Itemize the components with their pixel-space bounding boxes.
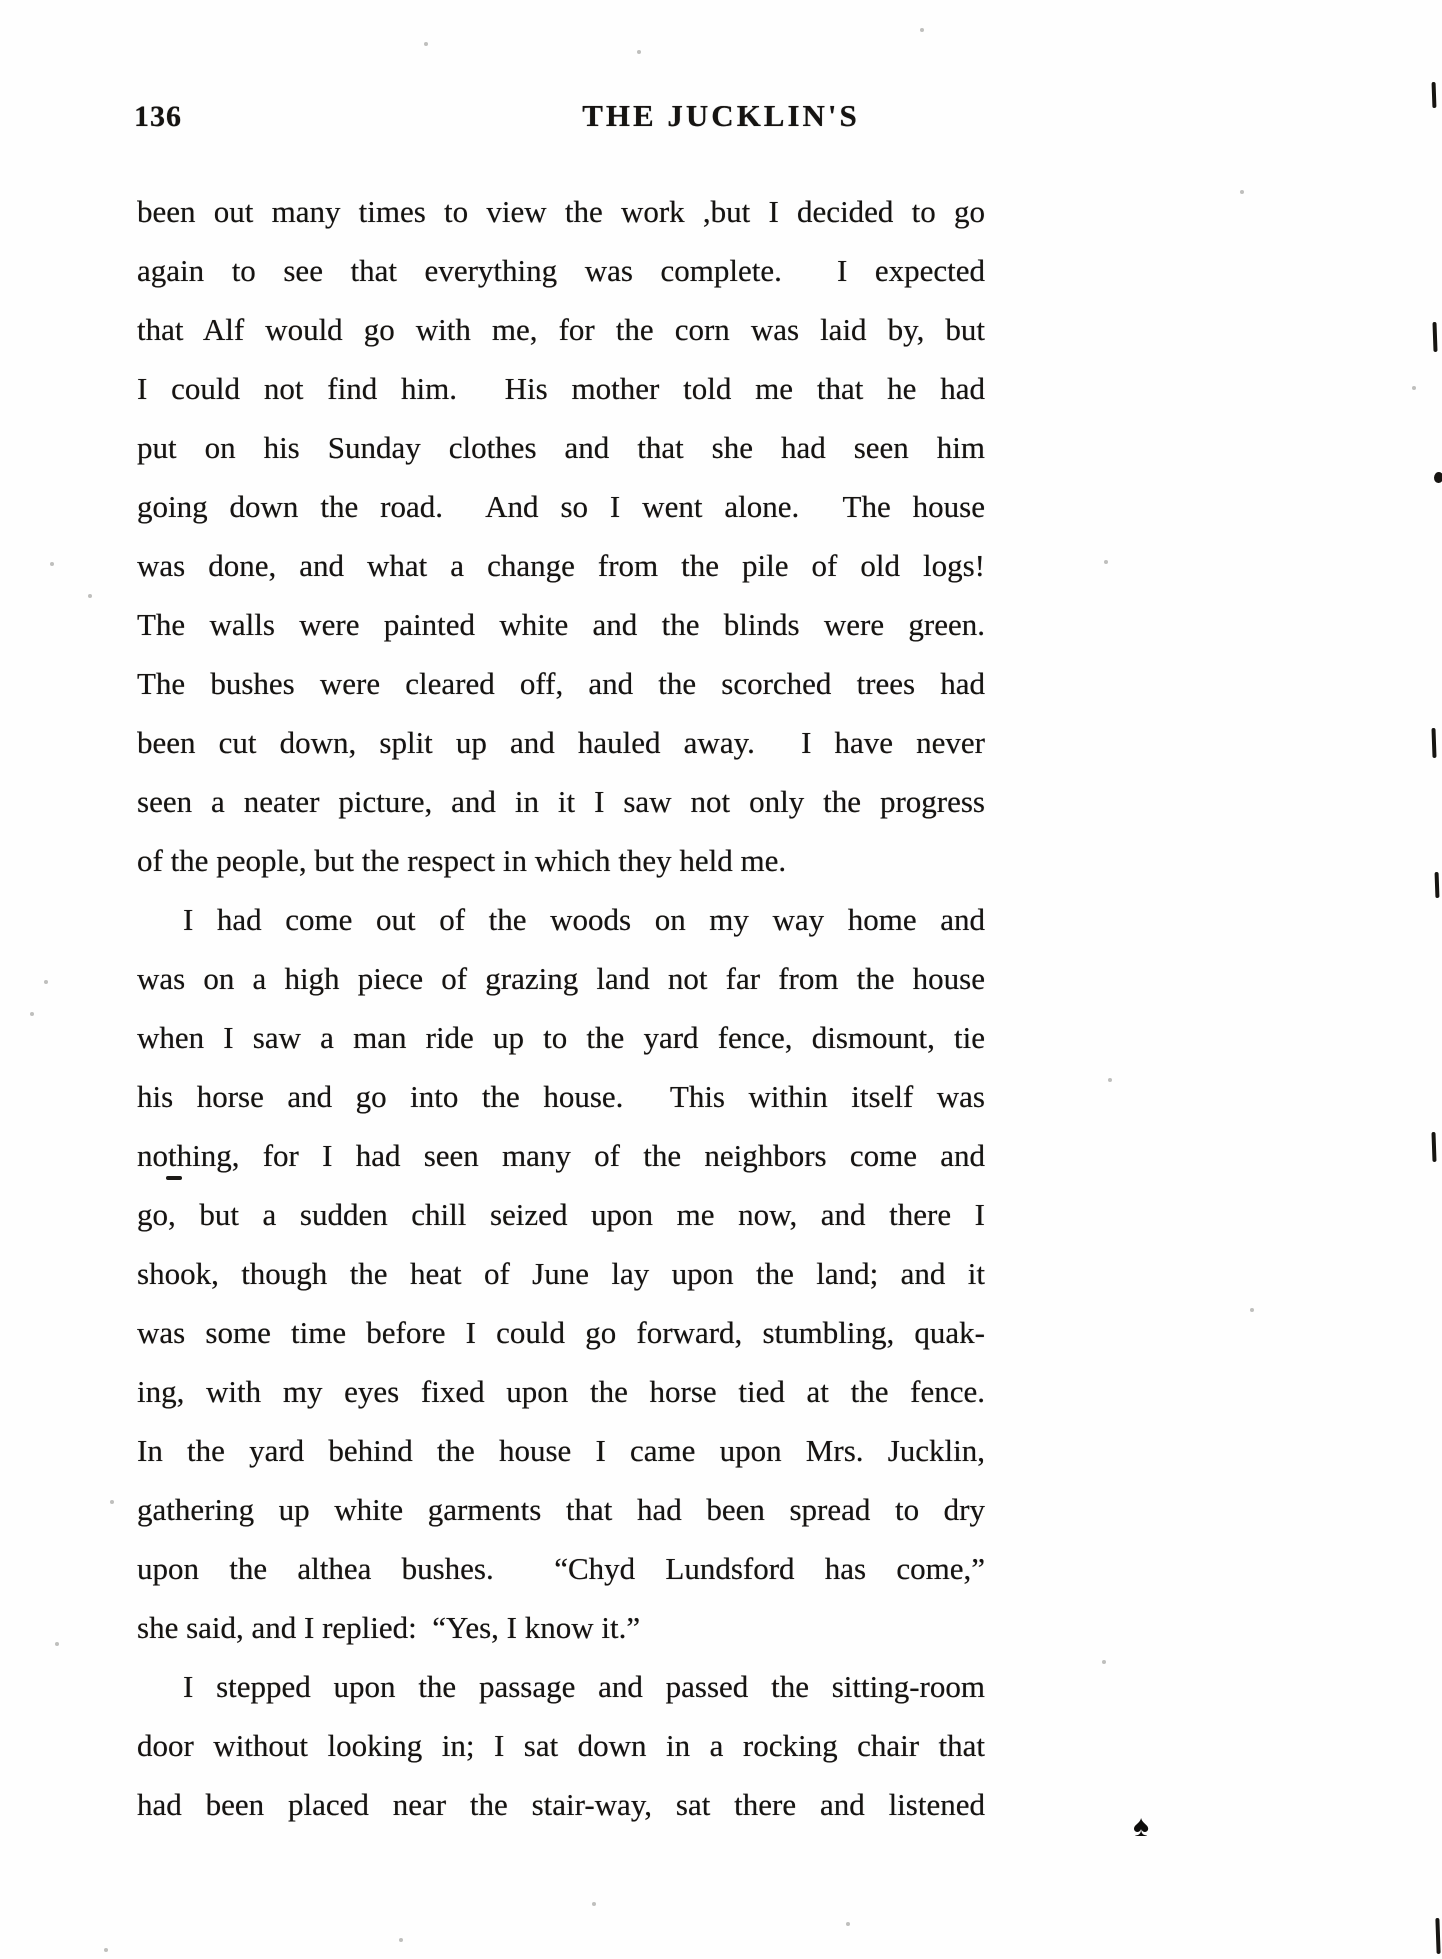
scan-speck: [44, 980, 48, 984]
margin-ink-tick: [1432, 82, 1437, 108]
text-line: gathering up white garments that had been spread to dry: [137, 1492, 985, 1527]
scan-speck: [592, 1902, 596, 1906]
scan-speck: [55, 1642, 59, 1646]
text-line: was some time before I could go forward, stumbling, quak-: [137, 1315, 985, 1350]
margin-ink-dash: [166, 1176, 182, 1180]
text-line: ing, with my eyes fixed upon the horse tied at the fence.: [137, 1374, 985, 1409]
running-title: THE JUCKLIN'S: [582, 98, 860, 133]
text-line: when I saw a man ride up to the yard fence, dismount, tie: [137, 1020, 985, 1055]
text-line: In the yard behind the house I came upon Mrs. Jucklin,: [137, 1433, 985, 1468]
margin-ink-tick: [1431, 1132, 1436, 1162]
text-line: seen a neater picture, and in it I saw not only the progress: [137, 784, 985, 819]
text-line: The bushes were cleared off, and the scorched trees had: [137, 666, 985, 701]
scan-speck: [104, 1948, 108, 1952]
text-line: his horse and go into the house. This within itself was: [137, 1079, 985, 1114]
scan-speck: [1108, 1078, 1112, 1082]
scan-speck: [399, 1938, 403, 1942]
scan-speck: [110, 1500, 114, 1504]
text-line: been out many times to view the work ,but I decided to go: [137, 194, 985, 229]
text-line: been cut down, split up and hauled away. I have never: [137, 725, 985, 760]
text-line: had been placed near the stair-way, sat there and listened: [137, 1787, 985, 1822]
scan-speck: [920, 28, 924, 32]
scan-speck: [637, 50, 641, 54]
scan-speck: [88, 594, 92, 598]
page-body-text: [137, 182, 985, 1834]
text-line: upon the althea bushes. “Chyd Lundsford has come,”: [137, 1551, 985, 1586]
scan-speck: [846, 1922, 850, 1926]
text-line: was on a high piece of grazing land not far from the house: [137, 961, 985, 996]
margin-ink-tick: [1432, 322, 1437, 352]
margin-ink-tick: [1435, 1918, 1440, 1954]
scan-speck: [1412, 386, 1416, 390]
scan-speck: [50, 562, 54, 566]
text-line: go, but a sudden chill seized upon me now, and there I: [137, 1197, 985, 1232]
text-line: of the people, but the respect in which they held me.: [137, 843, 787, 878]
ink-blot: ♠: [1133, 1810, 1149, 1843]
text-line: I stepped upon the passage and passed the sitting-room: [183, 1669, 985, 1704]
text-line: that Alf would go with me, for the corn was laid by, but: [137, 312, 985, 347]
page-number: 136: [134, 100, 182, 133]
text-line: she said, and I replied: “Yes, I know it.”: [137, 1610, 641, 1645]
scan-speck: [1104, 560, 1108, 564]
page-header: [0, 96, 1442, 142]
text-line: I had come out of the woods on my way home and: [183, 902, 985, 937]
text-line: door without looking in; I sat down in a rocking chair that: [137, 1728, 985, 1763]
text-line: I could not find him. His mother told me that he had: [137, 371, 985, 406]
scan-speck: [424, 42, 428, 46]
text-line: again to see that everything was complete. I expected: [137, 253, 985, 288]
text-line: shook, though the heat of June lay upon the land; and it: [137, 1256, 985, 1291]
scan-speck: [30, 1012, 34, 1016]
text-line: was done, and what a change from the pile of old logs!: [137, 548, 985, 583]
margin-ink-tick: [1435, 872, 1440, 898]
scan-speck: [1240, 190, 1244, 194]
margin-ink-tick: [1431, 728, 1436, 758]
text-line: The walls were painted white and the blinds were green.: [137, 607, 985, 642]
text-line: going down the road. And so I went alone. The house: [137, 489, 985, 524]
text-line: nothing, for I had seen many of the neighbors come and: [137, 1138, 985, 1173]
margin-ink-blob: [1434, 472, 1442, 483]
text-line: put on his Sunday clothes and that she had seen him: [137, 430, 985, 465]
scan-speck: [1102, 1660, 1106, 1664]
scan-speck: [1250, 1308, 1254, 1312]
